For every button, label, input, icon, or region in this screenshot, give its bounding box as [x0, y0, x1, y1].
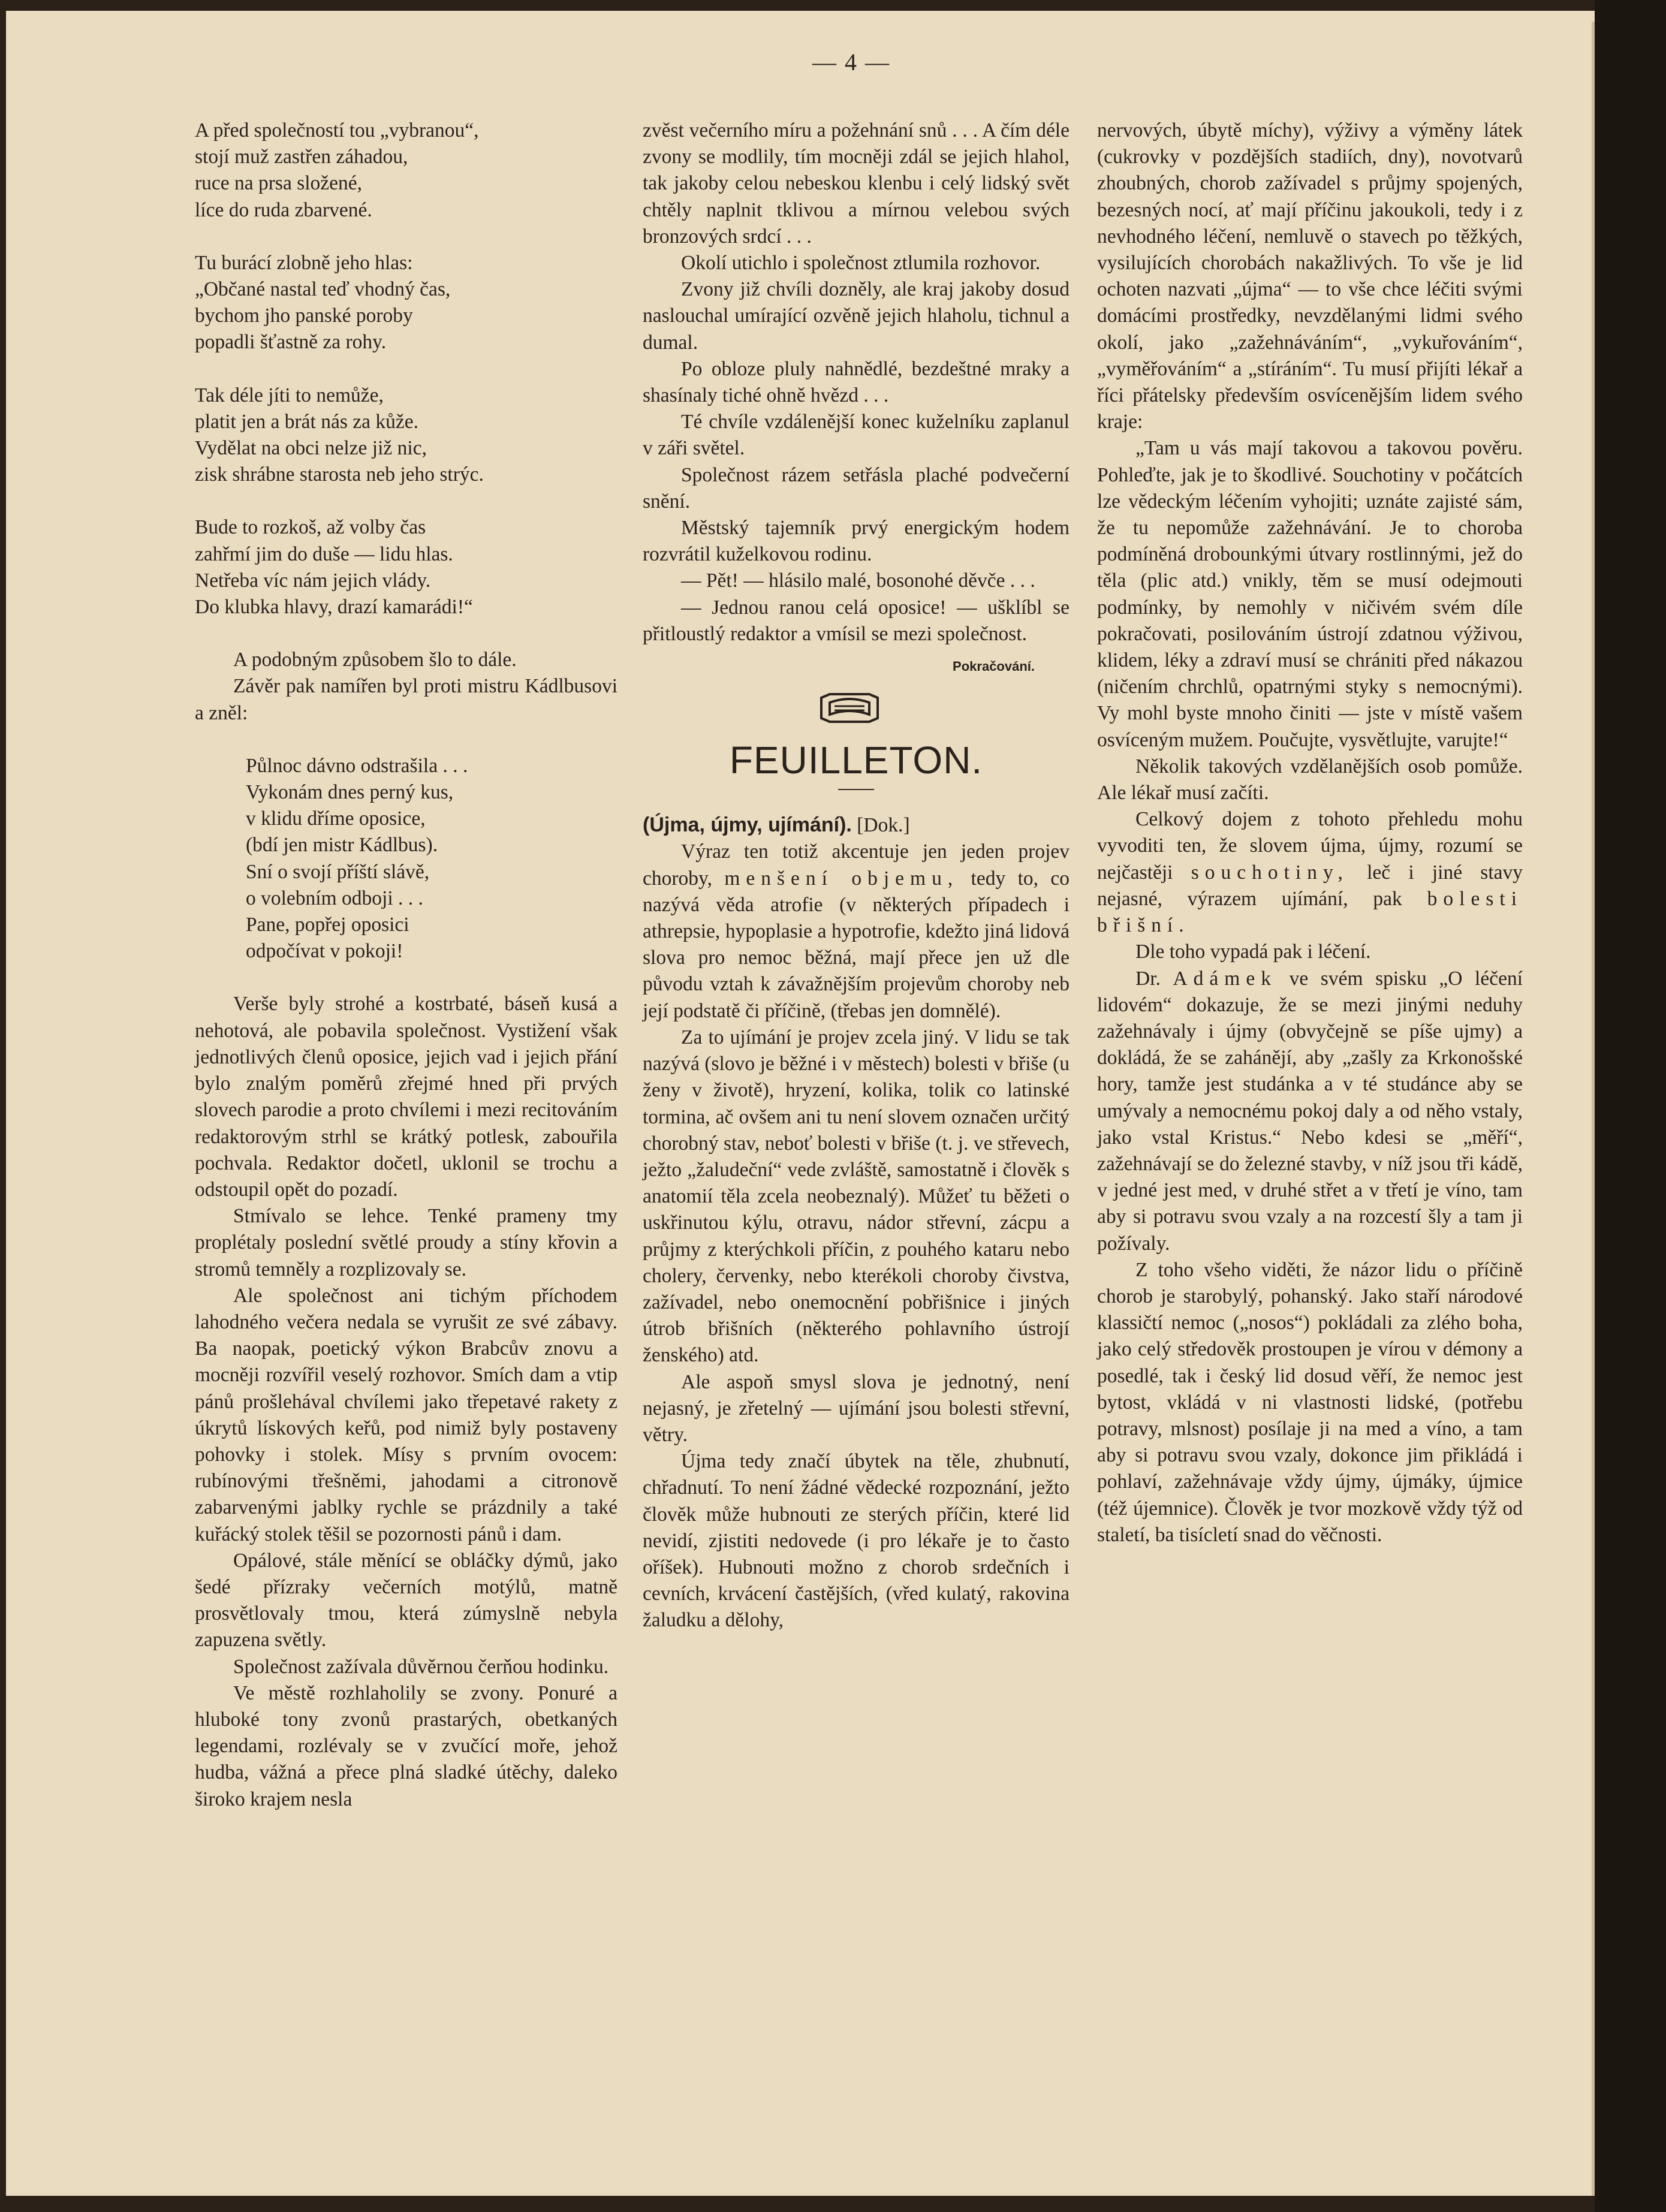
text-run: tedy to, co nazývá věda atrofie (v některých případech i athrepsie, hypoplasie a hypotrofie, kdežto jiná lidová slova pro nemoc běžná, mají přece jen už dle původu vztah k závažnějším projevům choroby neb její podstatě či příčině, (třebas jen domnělé). [643, 867, 1070, 1022]
paragraph: Městský tajemník prvý energickým hodem rozvrátil kuželkovou rodinu. [643, 517, 1070, 566]
poem-line: odpočívat v pokoji! [246, 940, 403, 963]
divider [838, 789, 874, 790]
verse-line: Tu burácí zlobně jeho hlas: [195, 251, 413, 274]
paragraph: Společnost rázem setřásla plaché podvečerní snění. [643, 463, 1070, 513]
paragraph: Okolí utichlo i společnost ztlumila rozhovor. [681, 252, 1041, 275]
article-title: (Újma, újmy, ujímání). [643, 813, 852, 837]
poem [246, 753, 617, 965]
paragraph: A podobným způsobem šlo to dále. [233, 649, 517, 671]
column-3 [1097, 117, 1523, 1548]
paragraph: Ve městě rozhlaholily se zvony. Ponuré a hluboké tony zvonů prastarých, obetkaných legendami, rozlévaly se v zvučící moře, jehož hudba, vážná a přece plná sladké útěchy, daleko široko krajem nesla [195, 1681, 617, 1810]
poem-line: Vykonám dnes perný kus, [246, 781, 454, 804]
paragraph: Zvony již chvíli dozněly, ale kraj jakoby dosud naslouchal umírající ozvěně jejich hlaholu, tichnul a dumal. [643, 278, 1070, 354]
verse-line: platit jen a brát nás za kůže. [195, 410, 418, 433]
newspaper-page [6, 11, 1595, 2196]
verse-3 [195, 382, 617, 489]
paragraph [1097, 966, 1523, 1257]
verse-line: zahřmí jim do duše — lidu hlas. [195, 543, 453, 565]
spaced-text: souchotiny, [1191, 861, 1349, 884]
paragraph: Té chvíle vzdálenější konec kuželníku zaplanul v záři světel. [643, 411, 1070, 460]
verse-line: Do klubka hlavy, drazí kamarádi!“ [195, 596, 473, 619]
paragraph: Ale aspoň smysl slova je jednotný, není nejasný, je zřetelný — ujímání jsou bolesti střevní, větry. [643, 1370, 1070, 1446]
column-2 [643, 117, 1070, 1634]
poem-line: v klidu dříme oposice, [246, 807, 426, 830]
paragraph: Dle toho vypadá pak i léčení. [1135, 941, 1371, 963]
verse-line: stojí muž zastřen záhadou, [195, 146, 408, 168]
page-fold-shadow [1592, 22, 1595, 2196]
paragraph: zvěst večerního míru a požehnání snů . . . A čím déle zvony se modlily, tím mocněji zdál se jejich hlahol, tak jakoby celou nebeskou klenbu i celý lidský svět chtěly naplnit tklivou a mírnou velebou svých bronzových srdcí . . . [643, 119, 1070, 248]
text-run: Dr. [1135, 967, 1161, 990]
poem-line: Pane, popřej oposici [246, 914, 409, 936]
verse-line: „Občané nastal teď vhodný čas, [195, 278, 451, 301]
verse-1 [195, 117, 617, 224]
continued-note: Pokračování. [953, 659, 1035, 674]
spaced-text: bolesti břišní. [1097, 887, 1523, 937]
paragraph: Za to ujímání je projev zcela jiný. V lidu se tak nazývá (slovo je běžné i v městech) bolesti v břiše (u ženy v životě), hryzení, kolika, tolik co latinské tormina, ač ovšem ani tu není slovem označen určitý chorobný stav, neboť bolesti v břiše (t. j. ve střevech, ježto „žaludeční“ vede zvláště, samostatně i člověk s anatomií těla zcela neobeznalý). Můžeť tu běžeti o uskřinutou kýlu, otravu, nádor střevní, zácpu a průjmy z kterýchkoli příčin, z pouhého kataru nebo cholery, červenky, nebo kterékoli choroby čivstva, zažívadel, nebo onemocnění pobřišnice i jiných útrob břišních (některého pohlavního ústrojí ženského) atd. [643, 1026, 1070, 1367]
verse-line: ruce na prsa složené, [195, 172, 363, 195]
paragraph: Verše byly strohé a kostrbaté, báseň kusá a nehotová, ale pobavila společnost. Vystižení však jednotlivých členů oposice, jejich vad i jejich přání bylo znalým poměrů zřejmé hned při prvých slovech parodie a proto chvílemi i mezi recitováním redaktorovým strhl se krátký potlesk, zabouřila pochvala. Redaktor dočetl, uklonil se trochu a odstoupil opět do pozadí. [195, 993, 617, 1201]
paragraph [1097, 806, 1523, 939]
verse-2 [195, 250, 617, 356]
paragraph: — Pět! — hlásilo malé, bosonohé děvče . . . [681, 569, 1035, 592]
verse-4 [195, 514, 617, 620]
article-note: [Dok.] [851, 814, 910, 837]
paragraph: Po obloze pluly nahnědlé, bezdeštné mraky a shasínaly tiché ohně hvězd . . . [643, 357, 1070, 407]
poem-line: o volebním odboji . . . [246, 887, 423, 909]
article-heading-line [643, 812, 1070, 839]
paragraph: Újma tedy značí úbytek na těle, zhubnutí, chřadnutí. To není žádné vědecké rozpoznání, ježto člověk může hubnouti ze sterých příčin, které lid nevidí, zjistiti nedovede (i pro lékaře je to často oříšek). Hubnouti možno z chorob srdečních i cevních, krvácení častějších, (vřed kulatý, rakovina žaludku a dělohy, [643, 1450, 1070, 1632]
verse-line: zisk shrábne starosta neb jeho strýc. [195, 463, 484, 486]
poem-line: Sní o svojí příští slávě, [246, 860, 430, 883]
text-run: ve svém spisku „O léčení lidovém“ dokazuje, že se mezi jinými neduhy zažehnávaly i újmy (obvyčejně se píše ujmy) a dokládá, že se zahánějí, aby „zašly za Krkonošské hory, tamže jest studánka a v té studánce aby se umývaly a nemocnému pokoj daly a od něho vstaly, jako vstal Kristus.“ Nebo kdesi se „měří“, zažehnávají se do železné stavby, v níž jsou tři kádě, v jedné jest med, v druhé střet a v třetí je víno, tam aby si potravu svou vzaly a na rozcestí šly a tam ji požívaly. [1097, 967, 1523, 1255]
verse-line: popadli šťastně za rohy. [195, 331, 387, 354]
spaced-text: Adámek [1173, 967, 1277, 990]
spaced-text: menšení objemu, [724, 867, 959, 890]
text-run: Výraz ten totiž akcentuje jen jeden projev choroby, [643, 840, 1070, 890]
paragraph: nervových, úbytě míchy), výživy a výměny látek (cukrovky v pozdějších stadiích, dny), novotvarů zhoubných, chorob zažívadel s průjmy spojených, bezesných nocí, ať mají příčinu jakoukoli, tedy i z nevhodného léčení, nemluvě o stavech po těžkých, vysilujících chorobách nakažlivých. To vše je lid ochoten nazvati „újma“ — to vše chce léčiti svými domácími prostředky, nevzdělanými lidmi svého okolí, jako „zažehnáváním“, „vykuřováním“, „vyměřováním“ a „stíráním“. Tu musí přijíti lékař a říci přátelsky především osvícenějším lidem svého kraje: [1097, 119, 1523, 433]
column-1 [195, 117, 617, 1813]
text-run: leč i jiné stavy nejasné, výrazem ujímání, pak [1097, 861, 1523, 910]
verse-line: A před společností tou „vybranou“, [195, 119, 479, 141]
verse-line: Tak déle jíti to nemůže, [195, 384, 384, 406]
paragraph: Závěr pak namířen byl proti mistru Kádlbusovi a zněl: [195, 675, 617, 724]
paragraph: Několik takových vzdělanějších osob pomůže. Ale lékař musí začíti. [1097, 755, 1523, 804]
paragraph: Ale společnost ani tichým příchodem lahodného večera nedala se vyrušit ze své zábavy. Ba naopak, poetický výkon Brabcův znovu a mocněji rozvířil veselý rozhovor. Smích dam a vtip pánů prošlehával chvílemi jako třepetavé rakety z úkrytů lískových keřů, pod nimiž byly postaveny pohovky i stolek. Mísy s prvním ovocem: rubínovými třešněmi, jahodami a citronově zabarvenými jablky rychle se prázdnily a také kuřácký stolek těšil se pozornosti pánů i dam. [195, 1284, 617, 1545]
page-number: — 4 — [812, 49, 890, 76]
book-ornament-icon [817, 691, 882, 727]
poem-line: Půlnoc dávno odstrašila . . . [246, 754, 468, 777]
verse-line: Netřeba víc nám jejich vlády. [195, 569, 431, 592]
paragraph: — Jednou ranou celá oposice! — ušklíbl se přitloustlý redaktor a vmísil se mezi společnost. [643, 596, 1070, 645]
verse-line: Vydělat na obci nelze již nic, [195, 437, 427, 460]
paragraph [643, 839, 1070, 1024]
ornament [643, 688, 1070, 731]
right-page-edge [1595, 0, 1666, 2212]
paragraph: Společnost zažívala důvěrnou čerňou hodinku. [233, 1655, 609, 1678]
section-heading: FEUILLETON. [729, 739, 983, 782]
paragraph: „Tam u vás mají takovou a takovou pověru. Pohleďte, jak je to škodlivé. Souchotiny v počátcích lze vědeckým léčením vyhojiti; uznáte zajisté sám, že tu nepomůže zažehnávání. Je to choroba podmíněná drobounkými útvary rostlinnými, jež do těla (plic atd.) vnikly, těm se musí odejmouti podmínky, by nemohly v ničivém svém díle pokračovati, posilováním ústrojí zdatnou výživou, klidem, léky a zdraví musí se chrániti před nákazou (ničením chrchlů, opatrnými styky s nemocnými). Vy mohl byste mnoho činiti — jste v místě vašem osvíceným mužem. Poučujte, vysvětlujte, varujte!“ [1097, 437, 1523, 751]
poem-line: (bdí jen mistr Kádlbus). [246, 834, 438, 857]
text-run: Celkový dojem z tohoto přehledu mohu vyvoditi ten, že slovem újma, újmy, rozumí se nejčastěji [1097, 808, 1523, 884]
paragraph: Z toho všeho viděti, že názor lidu o příčině chorob je starobylý, pohanský. Jako staří národové klassičtí nemoc („nosos“) pokládali za zlého boha, jako celý středověk prostoupen je vírou v démony a posedlé, tak i český lid dosud věří, že nemoc jest bytost, vkládá v ni vlastnosti lidské, (potřebu potravy, mlsnost) posílaje ji na med a víno, a tam aby si potravu svou vzaly, dokonce jim přikládá i pohlaví, zažehnávaje vždy újmy, újmáky, újmice (též újemnice). Člověk je tvor mozkově vždy týž od staletí, ba tisícletí snad do věčnosti. [1097, 1258, 1523, 1546]
paragraph: Opálové, stále měnící se obláčky dýmů, jako šedé přízraky večerních motýlů, matně prosvětlovaly tmou, která zúmyslně nebyla zapuzena světly. [195, 1549, 617, 1652]
verse-line: bychom jho panské poroby [195, 305, 413, 327]
verse-line: líce do ruda zbarvené. [195, 198, 372, 221]
paragraph: Stmívalo se lehce. Tenké prameny tmy proplétaly poslední světlé proudy a stíny křovin a stromů temněly a rozplizovaly se. [195, 1205, 617, 1280]
verse-line: Bude to rozkoš, až volby čas [195, 516, 426, 539]
